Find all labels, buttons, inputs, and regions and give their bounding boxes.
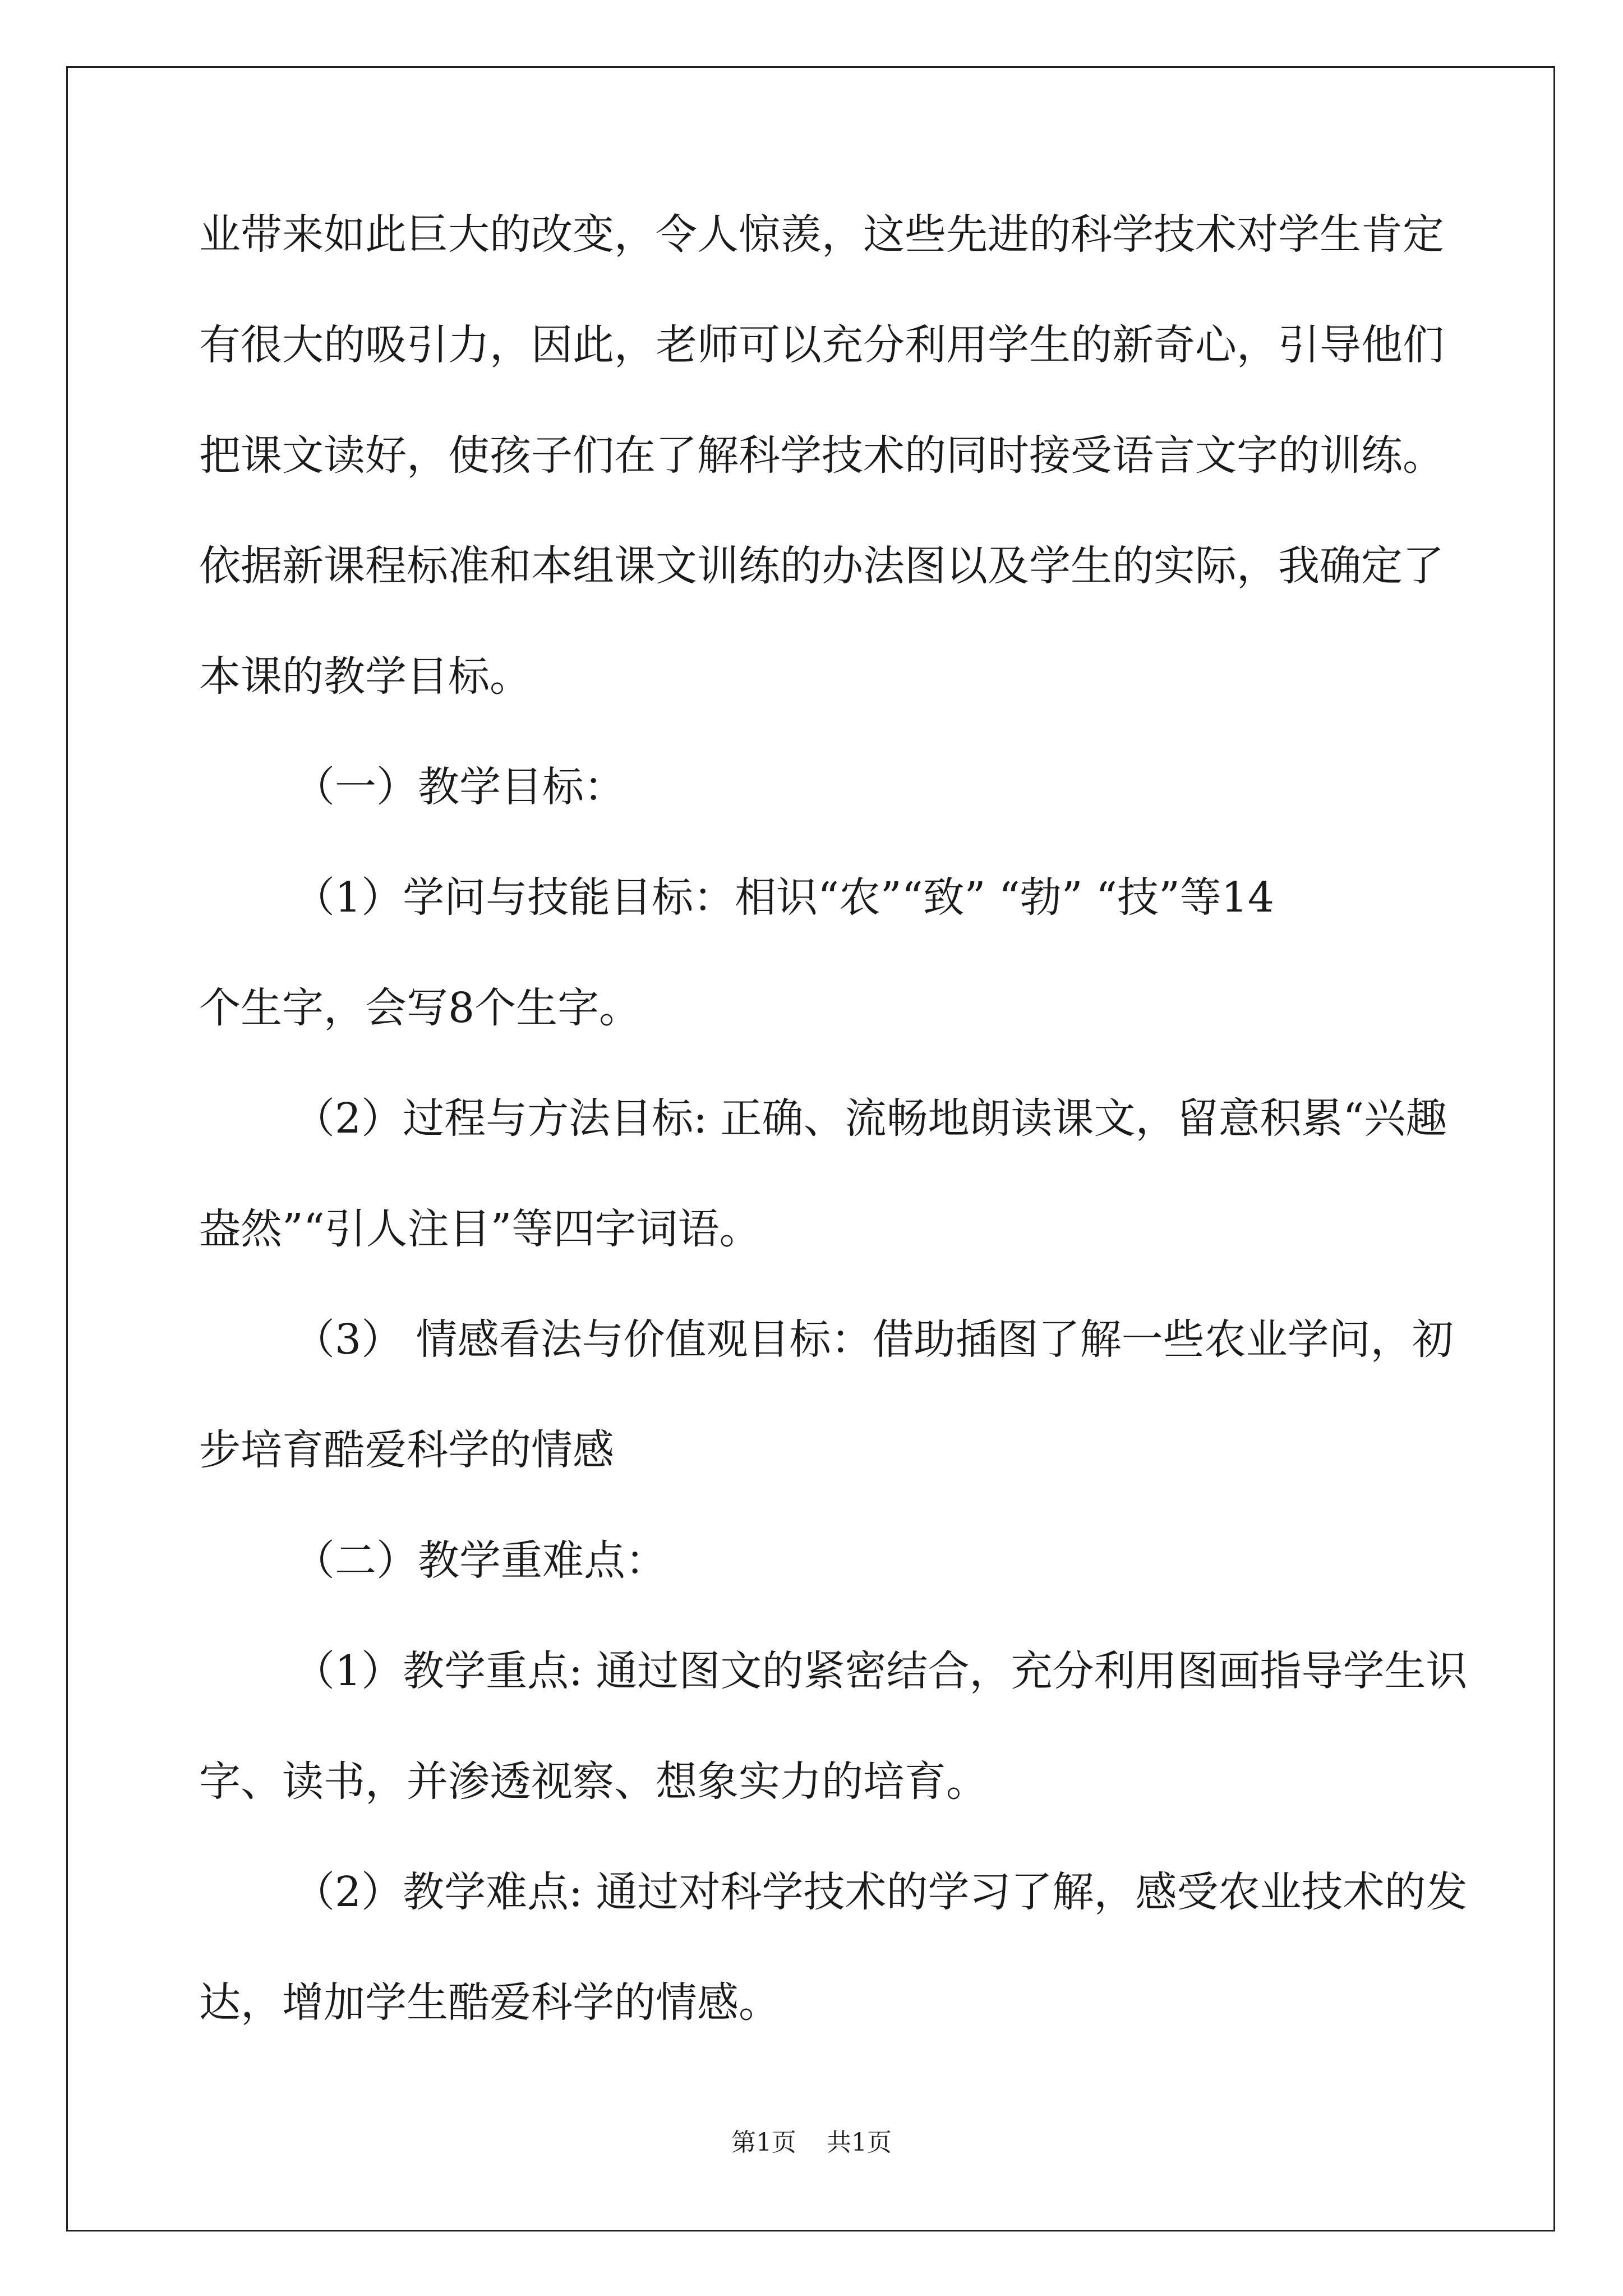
text-line: （3） 情感看法与价值观目标：借助插图了解一些农业学问，初 (293, 1315, 1454, 1364)
text-line: 业带来如此巨大的改变，令人惊羡，这些先进的科学技术对学生肯定 (199, 210, 1444, 259)
page-footer (0, 2127, 1623, 2159)
text-line: （2）教学难点: 通过对科学技术的学习了解，感受农业技术的发 (293, 1868, 1468, 1916)
text-line: 盎然”“引人注目”等四字词语。 (199, 1205, 761, 1253)
text-line: 个生字，会写8个生字。 (199, 984, 641, 1032)
text-line: 把课文读好，使孩子们在了解科学技术的同时接受语言文字的训练。 (199, 431, 1444, 480)
text-line: 依据新课程标准和本组课文训练的办法图以及学生的实际，我确定了 (199, 542, 1444, 590)
text-line: （1）学问与技能目标：相识“农”“致” “勃” “技”等14 (293, 873, 1274, 922)
document-body (199, 208, 1468, 2086)
text-line: 达，增加学生酷爱科学的情感。 (199, 1978, 780, 2027)
text-line: 步培育酷爱科学的情感 (199, 1426, 614, 1474)
text-line: （1）教学重点: 通过图文的紧密结合，充分利用图画指导学生识 (293, 1647, 1468, 1695)
text-line: 本课的教学目标。 (199, 652, 531, 701)
text-line: 字、读书，并渗透视察、想象实力的培育。 (199, 1757, 988, 1806)
section-heading: （二）教学重难点： (293, 1536, 667, 1585)
page-number: 第1页 (731, 2128, 796, 2157)
page-total: 共1页 (827, 2128, 892, 2157)
section-heading: （一）教学目标： (293, 763, 625, 811)
text-line: （2）过程与方法目标: 正确、流畅地朗读课文，留意积累“兴趣 (293, 1094, 1447, 1143)
text-line: 有很大的吸引力，因此，老师可以充分利用学生的新奇心，引导他们 (199, 321, 1444, 369)
